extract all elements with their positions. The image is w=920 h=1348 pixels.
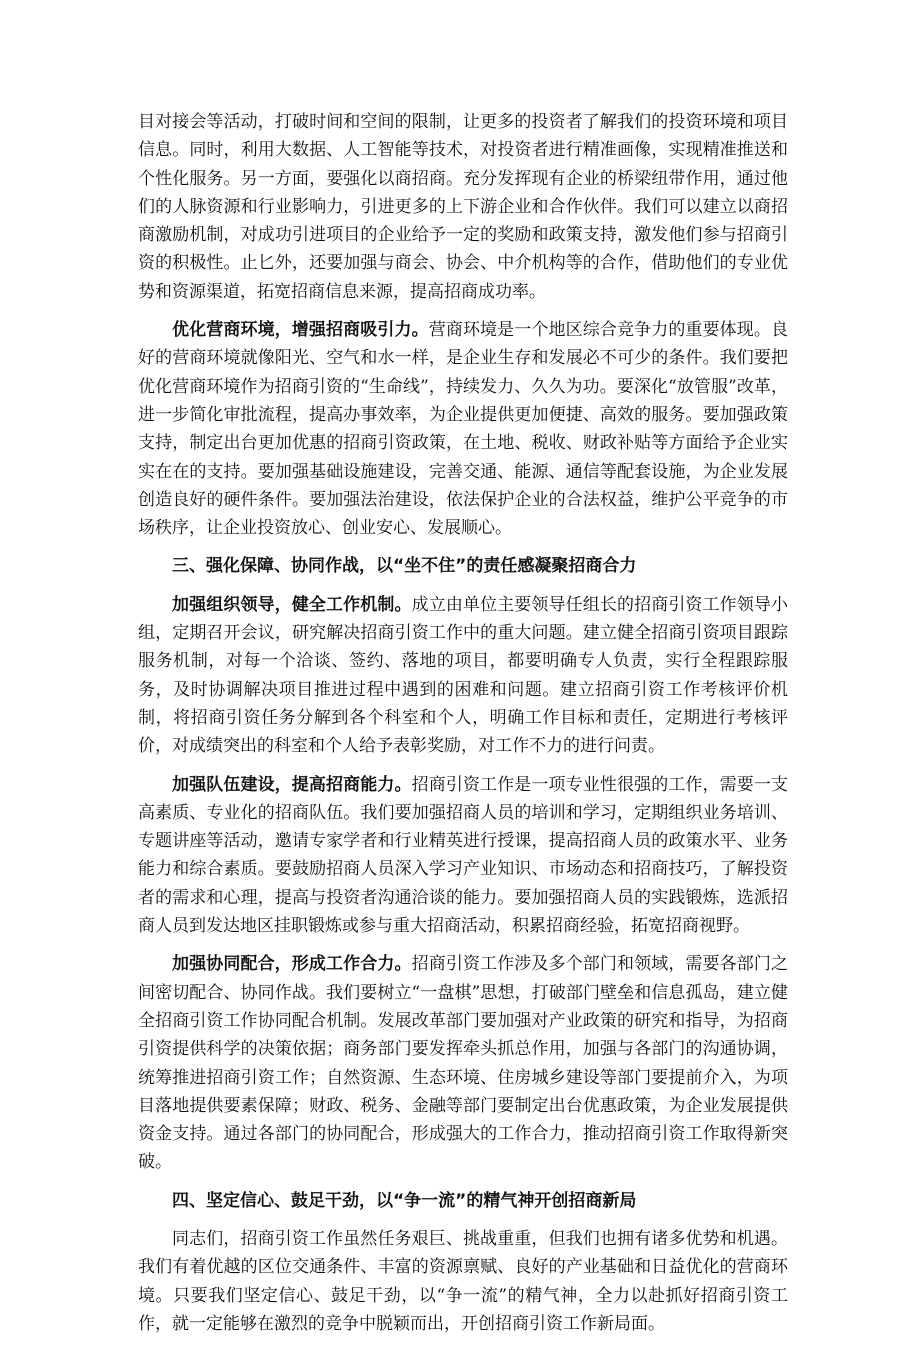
paragraph-1: [138, 108, 788, 306]
paragraph-6-text: 同志们，招商引资工作虽然任务艰巨、挑战重重，但我们也拥有诸多优势和机遇。我们有着优越的区位交通条件、丰富的资源禀赋、良好的产业基础和日益优化的营商环境。只要我们坚定信心、鼓足干劲，以“争一流”的精气神，全力以赴抓好招商引资工作，就一定能够在激烈的竞争中脱颖而出，开创招商引资工作新局面。: [138, 1228, 788, 1334]
paragraph-5: [138, 950, 788, 1176]
paragraph-4-text: 招商引资工作是一项专业性很强的工作，需要一支高素质、专业化的招商队伍。我们要加强招商人员的培训和学习，定期组织业务培训、专题讲座等活动，邀请专家学者和行业精英进行授课，提高招商人员的政策水平、业务能力和综合素质。要鼓励招商人员深入学习产业知识、市场动态和招商技巧，了解投资者的需求和心理，提高与投资者沟通洽谈的能力。要加强招商人员的实践锻炼，选派招商人员到发达地区挂职锻炼或参与重大招商活动，积累招商经验，拓宽招商视野。: [138, 774, 789, 937]
paragraph-5-lead: 加强协同配合，形成工作合力。: [172, 954, 412, 975]
section-heading-4: 四、坚定信心、鼓足干劲，以“争一流”的精气神开创招商新局: [172, 1190, 637, 1211]
paragraph-2: [138, 316, 788, 542]
paragraph-6: [138, 1225, 788, 1338]
paragraph-5-text: 招商引资工作涉及多个部门和领域，需要各部门之间密切配合、协同作战。我们要树立“一盘棋”思想，打破部门壁垒和信息孤岛，建立健全招商引资工作协同配合机制。发展改革部门要加强对产业政策的研究和指导，为招商引资提供科学的决策依据；商务部门要发挥牵头抓总作用，加强与各部门的沟通协调，统筹推进招商引资工作；自然资源、生态环境、住房城乡建设等部门要提前介入，为项目落地提供要素保障；财政、税务、金融等部门要制定出台优惠政策，为企业发展提供资金支持。通过各部门的协同配合，形成强大的工作合力，推动招商引资工作取得新突破。: [138, 954, 789, 1173]
paragraph-4: [138, 771, 788, 941]
paragraph-3: [138, 591, 788, 761]
paragraph-1-text: 目对接会等活动，打破时间和空间的限制，让更多的投资者了解我们的投资环境和项目信息。同时，利用大数据、人工智能等技术，对投资者进行精准画像，实现精准推送和个性化服务。另一方面，要强化以商招商。充分发挥现有企业的桥梁纽带作用，通过他们的人脉资源和行业影响力，引进更多的上下游企业和合作伙伴。我们可以建立以商招商激励机制，对成功引进项目的企业给予一定的奖励和政策支持，激发他们参与招商引资的积极性。止匕外，还要加强与商会、协会、中介机构等的合作，借助他们的专业优势和资源渠道，拓宽招商信息来源，提高招商成功率。: [138, 112, 788, 302]
document-body: [138, 108, 788, 1348]
paragraph-2-lead: 优化营商环境，增强招商吸引力。: [172, 320, 429, 341]
paragraph-2-text: 营商环境是一个地区综合竞争力的重要体现。良好的营商环境就像阳光、空气和水一样，是企业生存和发展必不可少的条件。我们要把优化营商环境作为招商引资的“生命线”，持续发力、久久为功。要深化“放管服”改革，进一步简化审批流程，提高办事效率，为企业提供更加便捷、高效的服务。要加强政策支持，制定出台更加优惠的招商引资政策，在土地、税收、财政补贴等方面给予企业实实在在的支持。要加强基础设施建设，完善交通、能源、通信等配套设施，为企业发展创造良好的硬件条件。要加强法治建设，依法保护企业的合法权益，维护公平竞争的市场秩序，让企业投资放心、创业安心、发展顺心。: [138, 320, 789, 539]
paragraph-4-lead: 加强队伍建设，提高招商能力。: [172, 774, 412, 795]
paragraph-3-lead: 加强组织领导，健全工作机制。: [172, 594, 412, 615]
paragraph-3-text: 成立由单位主要领导任组长的招商引资工作领导小组，定期召开会议，研究解决招商引资工作中的重大问题。建立健全招商引资项目跟踪服务机制，对每一个洽谈、签约、落地的项目，都要明确专人负责，实行全程跟踪服务，及时协调解决项目推进过程中遇到的困难和问题。建立招商引资工作考核评价机制，将招商引资任务分解到各个科室和个人，明确工作目标和责任，定期进行考核评价，对成绩突出的科室和个人给予表彰奖励，对工作不力的进行问责。: [138, 594, 789, 757]
section-heading-3: 三、强化保障、协同作战，以“坐不住”的责任感凝聚招商合力: [172, 556, 637, 577]
